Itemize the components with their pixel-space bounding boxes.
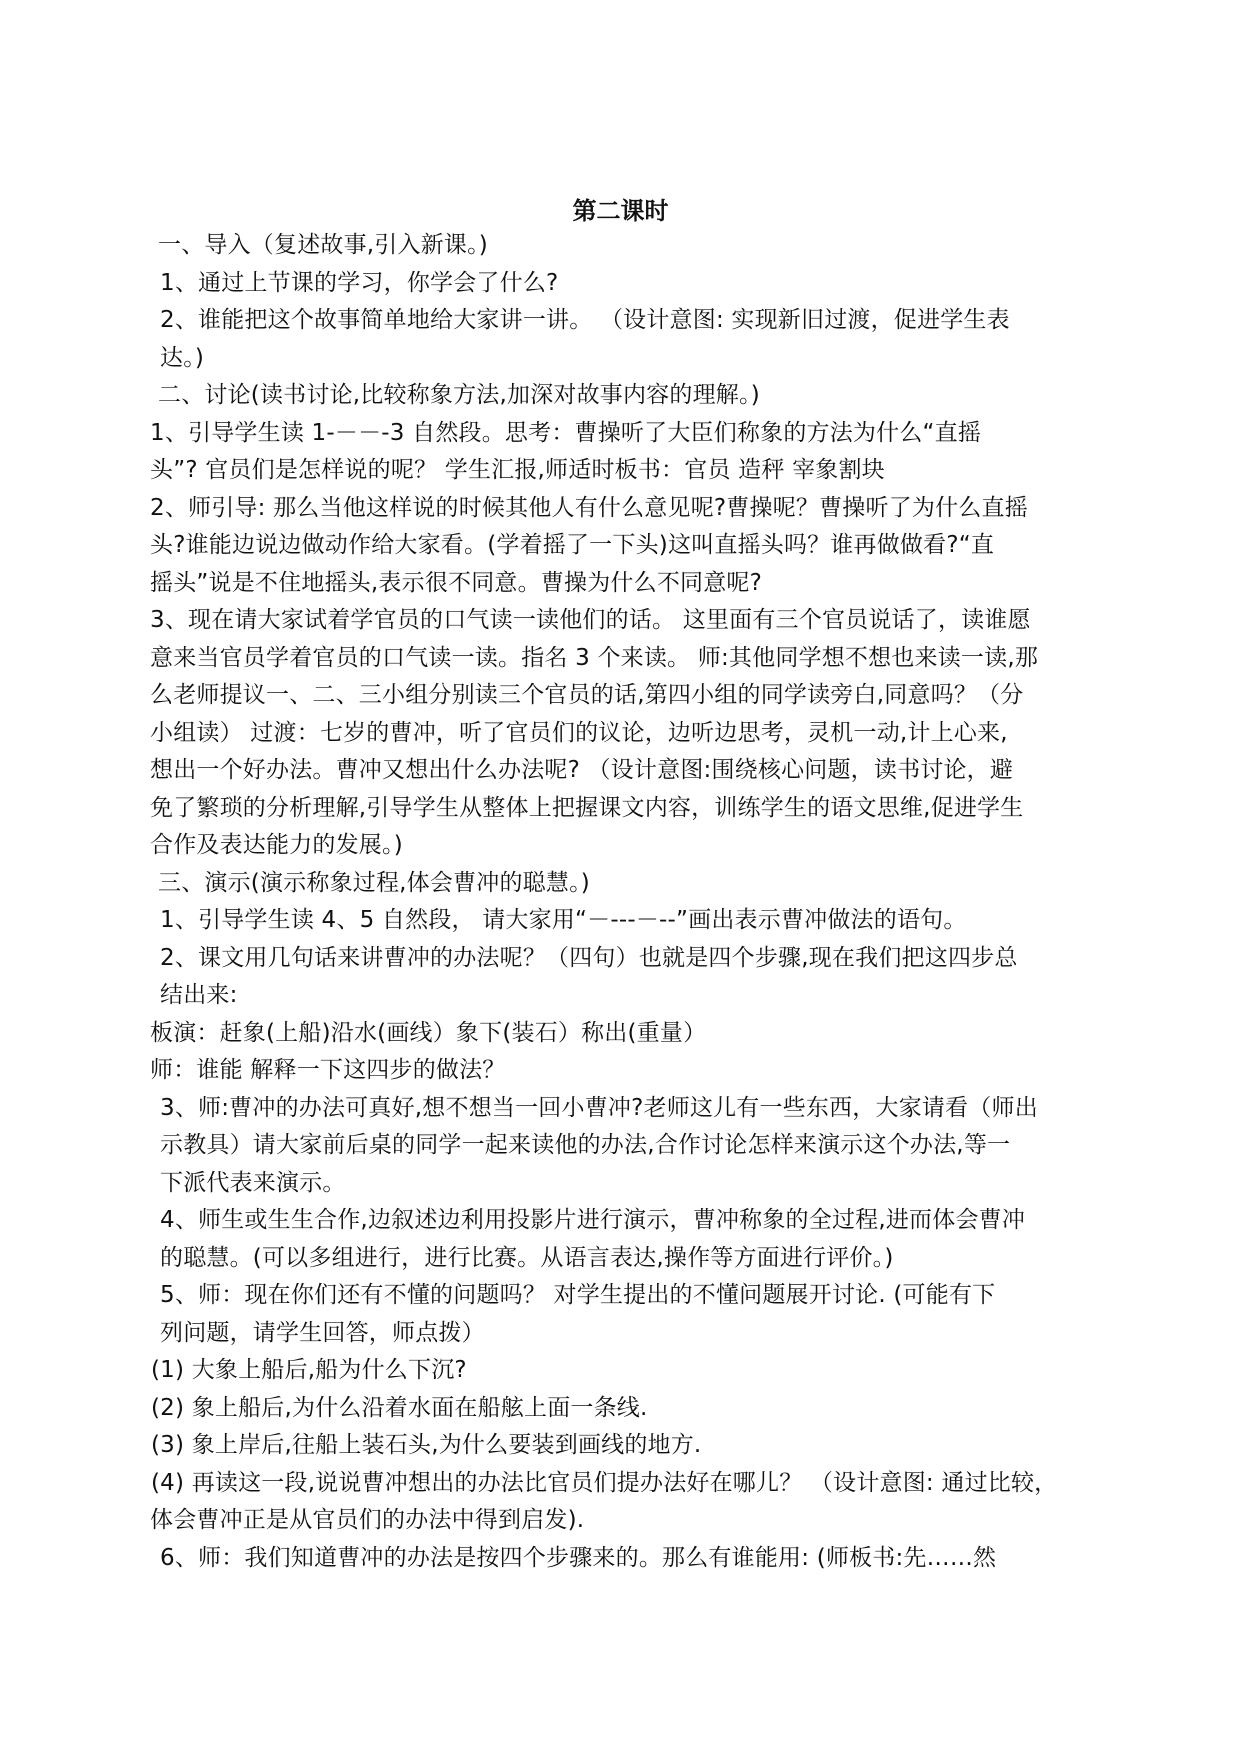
text-line: 2、课文用几句话来讲曹冲的办法呢？（四句）也就是四个步骤,现在我们把这四步总 [160, 945, 1018, 971]
text-line: 4、师生或生生合作,边叙述边利用投影片进行演示，曹冲称象的全过程,进而体会曹冲 [160, 1207, 1026, 1233]
text-line: (3) 象上岸后,往船上装石头,为什么要装到画线的地方. [151, 1432, 702, 1458]
text-line: 小组读） 过渡：七岁的曹冲，听了官员们的议论，边听边思考，灵机一动,计上心来, [150, 720, 1008, 746]
text-line: (2) 象上船后,为什么沿着水面在船舷上面一条线. [151, 1395, 648, 1421]
text-line: 结出来: [160, 982, 238, 1008]
text-line: (1) 大象上船后,船为什么下沉? [151, 1357, 467, 1383]
text-line: 2、谁能把这个故事简单地给大家讲一讲。 （设计意图: 实现新旧过渡，促进学生表 [160, 307, 1010, 333]
text-line: 列问题，请学生回答，师点拨） [160, 1320, 485, 1346]
text-line: (4) 再读这一段,说说曹冲想出的办法比官员们提办法好在哪儿？ （设计意图: 通过比较， [151, 1470, 1058, 1496]
text-line: 么老师提议一、二、三小组分别读三个官员的话,第四小组的同学读旁白,同意吗？（分 [150, 682, 1024, 708]
text-line: 二、讨论(读书讨论,比较称象方法,加深对故事内容的理解。) [158, 382, 760, 408]
text-line: 师：谁能 解释一下这四步的做法？ [150, 1057, 506, 1083]
text-line: 一、导入（复述故事,引入新课。) [158, 232, 488, 258]
text-line: 头”? 官员们是怎样说的呢？ 学生汇报,师适时板书：官员 造秤 宰象割块 [150, 457, 885, 483]
lesson-title: 第二课时 [572, 197, 669, 225]
text-line: 合作及表达能力的发展。) [150, 832, 403, 858]
text-line: 想出一个好办法。曹冲又想出什么办法呢? （设计意图:围绕核心问题，读书讨论，避 [150, 757, 1014, 783]
text-line: 三、演示(演示称象过程,体会曹冲的聪慧。) [158, 870, 590, 896]
text-line: 的聪慧。(可以多组进行，进行比赛。从语言表达,操作等方面进行评价。) [160, 1245, 894, 1271]
text-line: 摇头”说是不住地摇头,表示很不同意。曹操为什么不同意呢? [150, 570, 763, 596]
text-line: 板演：赶象(上船)沿水(画线）象下(装石）称出(重量） [150, 1020, 707, 1046]
text-line: 体会曹冲正是从官员们的办法中得到启发). [150, 1507, 585, 1533]
text-line: 6、师：我们知道曹冲的办法是按四个步骤来的。那么有谁能用: (师板书:先……然 [160, 1545, 997, 1571]
text-line: 下派代表来演示。 [160, 1170, 346, 1196]
text-line: 达。) [160, 345, 205, 371]
text-line: 3、现在请大家试着学官员的口气读一读他们的话。 这里面有三个官员说话了，读谁愿 [150, 607, 1031, 633]
text-line: 2、师引导: 那么当他这样说的时候其他人有什么意见呢?曹操呢？曹操听了为什么直摇 [150, 495, 1028, 521]
text-line: 头?谁能边说边做动作给大家看。(学着摇了一下头)这叫直摇头吗？谁再做做看?“直 [150, 532, 995, 558]
text-line: 免了繁琐的分析理解,引导学生从整体上把握课文内容，训练学生的语文思维,促进学生 [150, 795, 1024, 821]
text-line: 1、通过上节课的学习，你学会了什么? [160, 270, 559, 296]
text-line: 3、师:曹冲的办法可真好,想不想当一回小曹冲?老师这儿有一些东西，大家请看（师出 [160, 1095, 1038, 1121]
text-line: 1、引导学生读 4、5 自然段， 请大家用“－---－--”画出表示曹冲做法的语句。 [160, 907, 967, 933]
text-line: 5、师：现在你们还有不懂的问题吗？ 对学生提出的不懂问题展开讨论. (可能有下 [160, 1282, 996, 1308]
text-line: 1、引导学生读 1-－－-3 自然段。思考：曹操听了大臣们称象的方法为什么“直摇 [150, 420, 982, 446]
text-line: 意来当官员学着官员的口气读一读。指名 3 个来读。 师:其他同学想不想也来读一读,那 [150, 645, 1039, 671]
text-line: 示教具）请大家前后桌的同学一起来读他的办法,合作讨论怎样来演示这个办法,等一 [160, 1132, 1011, 1158]
